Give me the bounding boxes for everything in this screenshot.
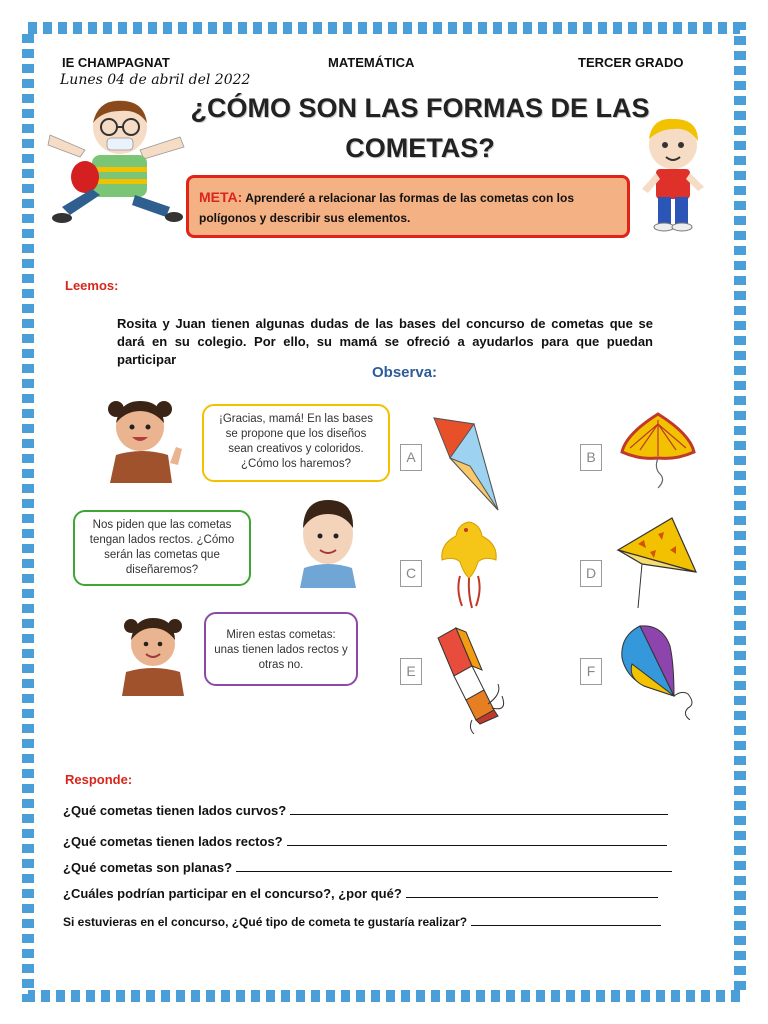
observe-label: Observa: — [372, 364, 438, 381]
question-row — [63, 803, 668, 818]
speech-bubble-mother: Miren estas cometas: unas tienen lados rectos y otras no. — [204, 612, 358, 686]
meta-text: Aprenderé a relacionar las formas de las cometas con los polígonos y describir sus elementos. — [199, 191, 574, 225]
kite-f-image — [616, 620, 706, 720]
kite-e-image — [432, 624, 508, 734]
kite-label-f: F — [580, 658, 602, 685]
question-text: ¿Cuáles podrían participar en el concurso?, ¿por qué? — [63, 886, 402, 901]
meta-box — [186, 175, 630, 238]
answer-line[interactable] — [406, 886, 658, 898]
page-title: ¿CÓMO SON LAS FORMAS DE LAS COMETAS? — [190, 93, 650, 163]
answer-line[interactable] — [471, 914, 661, 926]
kite-b-image — [618, 410, 698, 490]
question-row — [63, 834, 667, 849]
question-text: ¿Qué cometas tienen lados rectos? — [63, 834, 283, 849]
kite-label-e: E — [400, 658, 422, 685]
girl-illustration — [92, 393, 194, 483]
speech-bubble-girl: ¡Gracias, mamá! En las bases se propone que los diseños sean creativos y coloridos. ¿Cómo los haremos? — [202, 404, 390, 482]
subject-name: MATEMÁTICA — [328, 55, 415, 70]
kite-label-d: D — [580, 560, 602, 587]
boy-juan-illustration — [296, 494, 360, 588]
reading-paragraph: Rosita y Juan tienen algunas dudas de las bases del concurso de cometas que se dará en su colegio. Por ello, su mamá se ofreció a ayudarlos para que puedan participar — [117, 316, 653, 367]
question-text: ¿Qué cometas son planas? — [63, 860, 233, 875]
mother-illustration — [118, 608, 188, 696]
meta-label: META: — [199, 189, 243, 205]
kite-label-b: B — [580, 444, 602, 471]
answer-line[interactable] — [287, 834, 667, 846]
grade-level: TERCER GRADO — [578, 55, 684, 70]
question-row — [63, 914, 661, 929]
question-text: Si estuvieras en el concurso, ¿Qué tipo de cometa te gustaría realizar? — [63, 915, 468, 929]
question-text: ¿Qué cometas tienen lados curvos? — [63, 803, 287, 818]
answer-line[interactable] — [290, 803, 668, 815]
kite-label-c: C — [400, 560, 422, 587]
school-name: IE CHAMPAGNAT — [62, 55, 170, 70]
kite-a-image — [430, 414, 504, 514]
questions-heading: Responde: — [65, 772, 133, 787]
kite-label-a: A — [400, 444, 422, 471]
date-handwritten: Lunes 04 de abril del 2022 — [60, 72, 251, 88]
kite-d-image — [614, 514, 700, 610]
kite-c-image — [438, 516, 500, 610]
question-row — [63, 860, 672, 875]
speech-bubble-boy: Nos piden que las cometas tengan lados rectos. ¿Cómo serán las cometas que diseñaremos? — [73, 510, 251, 586]
reading-heading: Leemos: — [65, 278, 119, 293]
question-row — [63, 886, 658, 901]
answer-line[interactable] — [236, 860, 672, 872]
